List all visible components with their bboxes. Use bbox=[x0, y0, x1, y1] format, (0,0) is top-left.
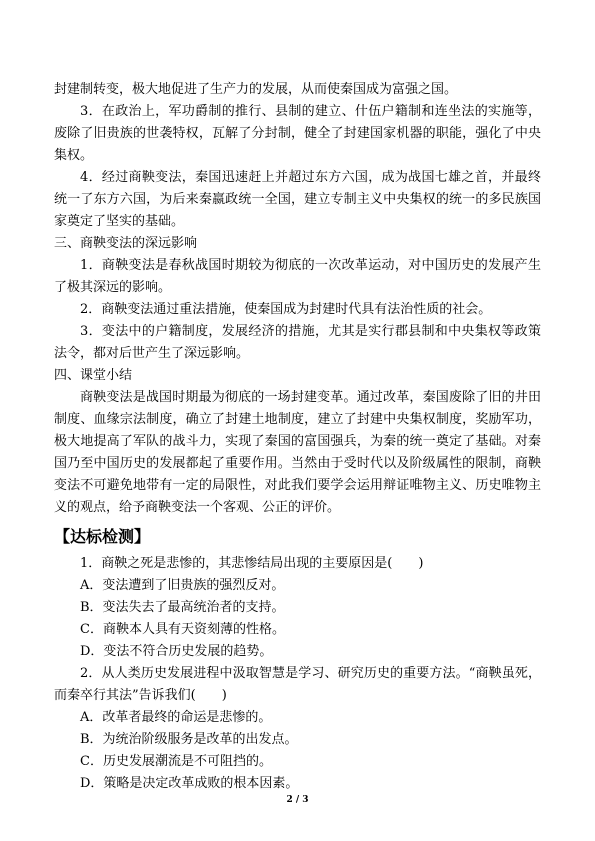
question-2-option-d: D．策略是决定改革成败的根本因素。 bbox=[80, 776, 299, 791]
summary-paragraph: 商鞅变法是战国时期最为彻底的一场封建变革。通过改革，秦国废除了旧的井田制度、血缘宗法制度，确立了封建土地制度，建立了封建中央集权制度，奖励军功，极大地提高了军队的战斗力，实现了秦国的富国强兵，为秦的统一奠定了基础。对秦国乃至中国历史的发展都起了重要作用。当然由于受时代以及阶级属性的限制，商鞅变法不可避免地带有一定的局限性，对此我们要学会运用辩证唯物主义、历史唯物主义的观点，给予商鞅变法一个客观、公正的评价。 bbox=[54, 390, 541, 515]
question-2-option-c: C．历史发展潮流是不可阻挡的。 bbox=[80, 754, 272, 769]
question-2-stem: 2．从人类历史发展进程中汲取智慧是学习、研究历史的重要方法。“商鞅虽死，而秦卒行其法”告诉我们( ) bbox=[54, 666, 541, 703]
page-number: 2 / 3 bbox=[286, 795, 309, 805]
question-1-option-d: D．变法不符合历史发展的趋势。 bbox=[80, 644, 273, 659]
question-1-stem: 1．商鞅之死是悲惨的，其悲惨结局出现的主要原因是( ) bbox=[80, 556, 424, 571]
impact-point-2: 2．商鞅变法通过重法措施，使秦国成为封建时代具有法治性质的社会。 bbox=[80, 302, 492, 317]
section-heading-4: 四、课堂小结 bbox=[54, 368, 133, 383]
question-1-option-a: A．变法遭到了旧贵族的强烈反对。 bbox=[80, 578, 285, 593]
paragraph-point-3: 3．在政治上，军功爵制的推行、县制的建立、什伍户籍制和连坐法的实施等，废除了旧贵族的世袭特权，瓦解了分封制，健全了封建国家机器的职能，强化了中央集权。 bbox=[54, 104, 541, 163]
page-content bbox=[54, 79, 541, 795]
impact-point-1: 1．商鞅变法是春秋战国时期较为彻底的一次改革运动，对中国历史的发展产生了极其深远的影响。 bbox=[54, 258, 541, 295]
question-2-option-b: B．为统治阶级服务是改革的出发点。 bbox=[80, 732, 298, 747]
section-heading-3: 三、商鞅变法的深远影响 bbox=[54, 236, 198, 251]
test-section-title: 【达标检测】 bbox=[54, 527, 151, 546]
paragraph-point-4: 4．经过商鞅变法，秦国迅速赶上并超过东方六国，成为战国七雄之首，并最终统一了东方六国，为后来秦嬴政统一全国，建立专制主义中央集权的统一的多民族国家奠定了坚实的基础。 bbox=[54, 170, 541, 229]
question-2-option-a: A．改革者最终的命运是悲惨的。 bbox=[80, 710, 272, 725]
question-1-option-b: B．变法失去了最高统治者的支持。 bbox=[80, 600, 285, 615]
paragraph-continuation: 封建制转变，极大地促进了生产力的发展，从而使秦国成为富强之国。 bbox=[54, 82, 458, 97]
question-1-option-c: C．商鞅本人具有天资刻薄的性格。 bbox=[80, 622, 285, 637]
impact-point-3: 3．变法中的户籍制度，发展经济的措施，尤其是实行郡县制和中央集权等政策法令，都对后世产生了深远影响。 bbox=[54, 324, 541, 361]
